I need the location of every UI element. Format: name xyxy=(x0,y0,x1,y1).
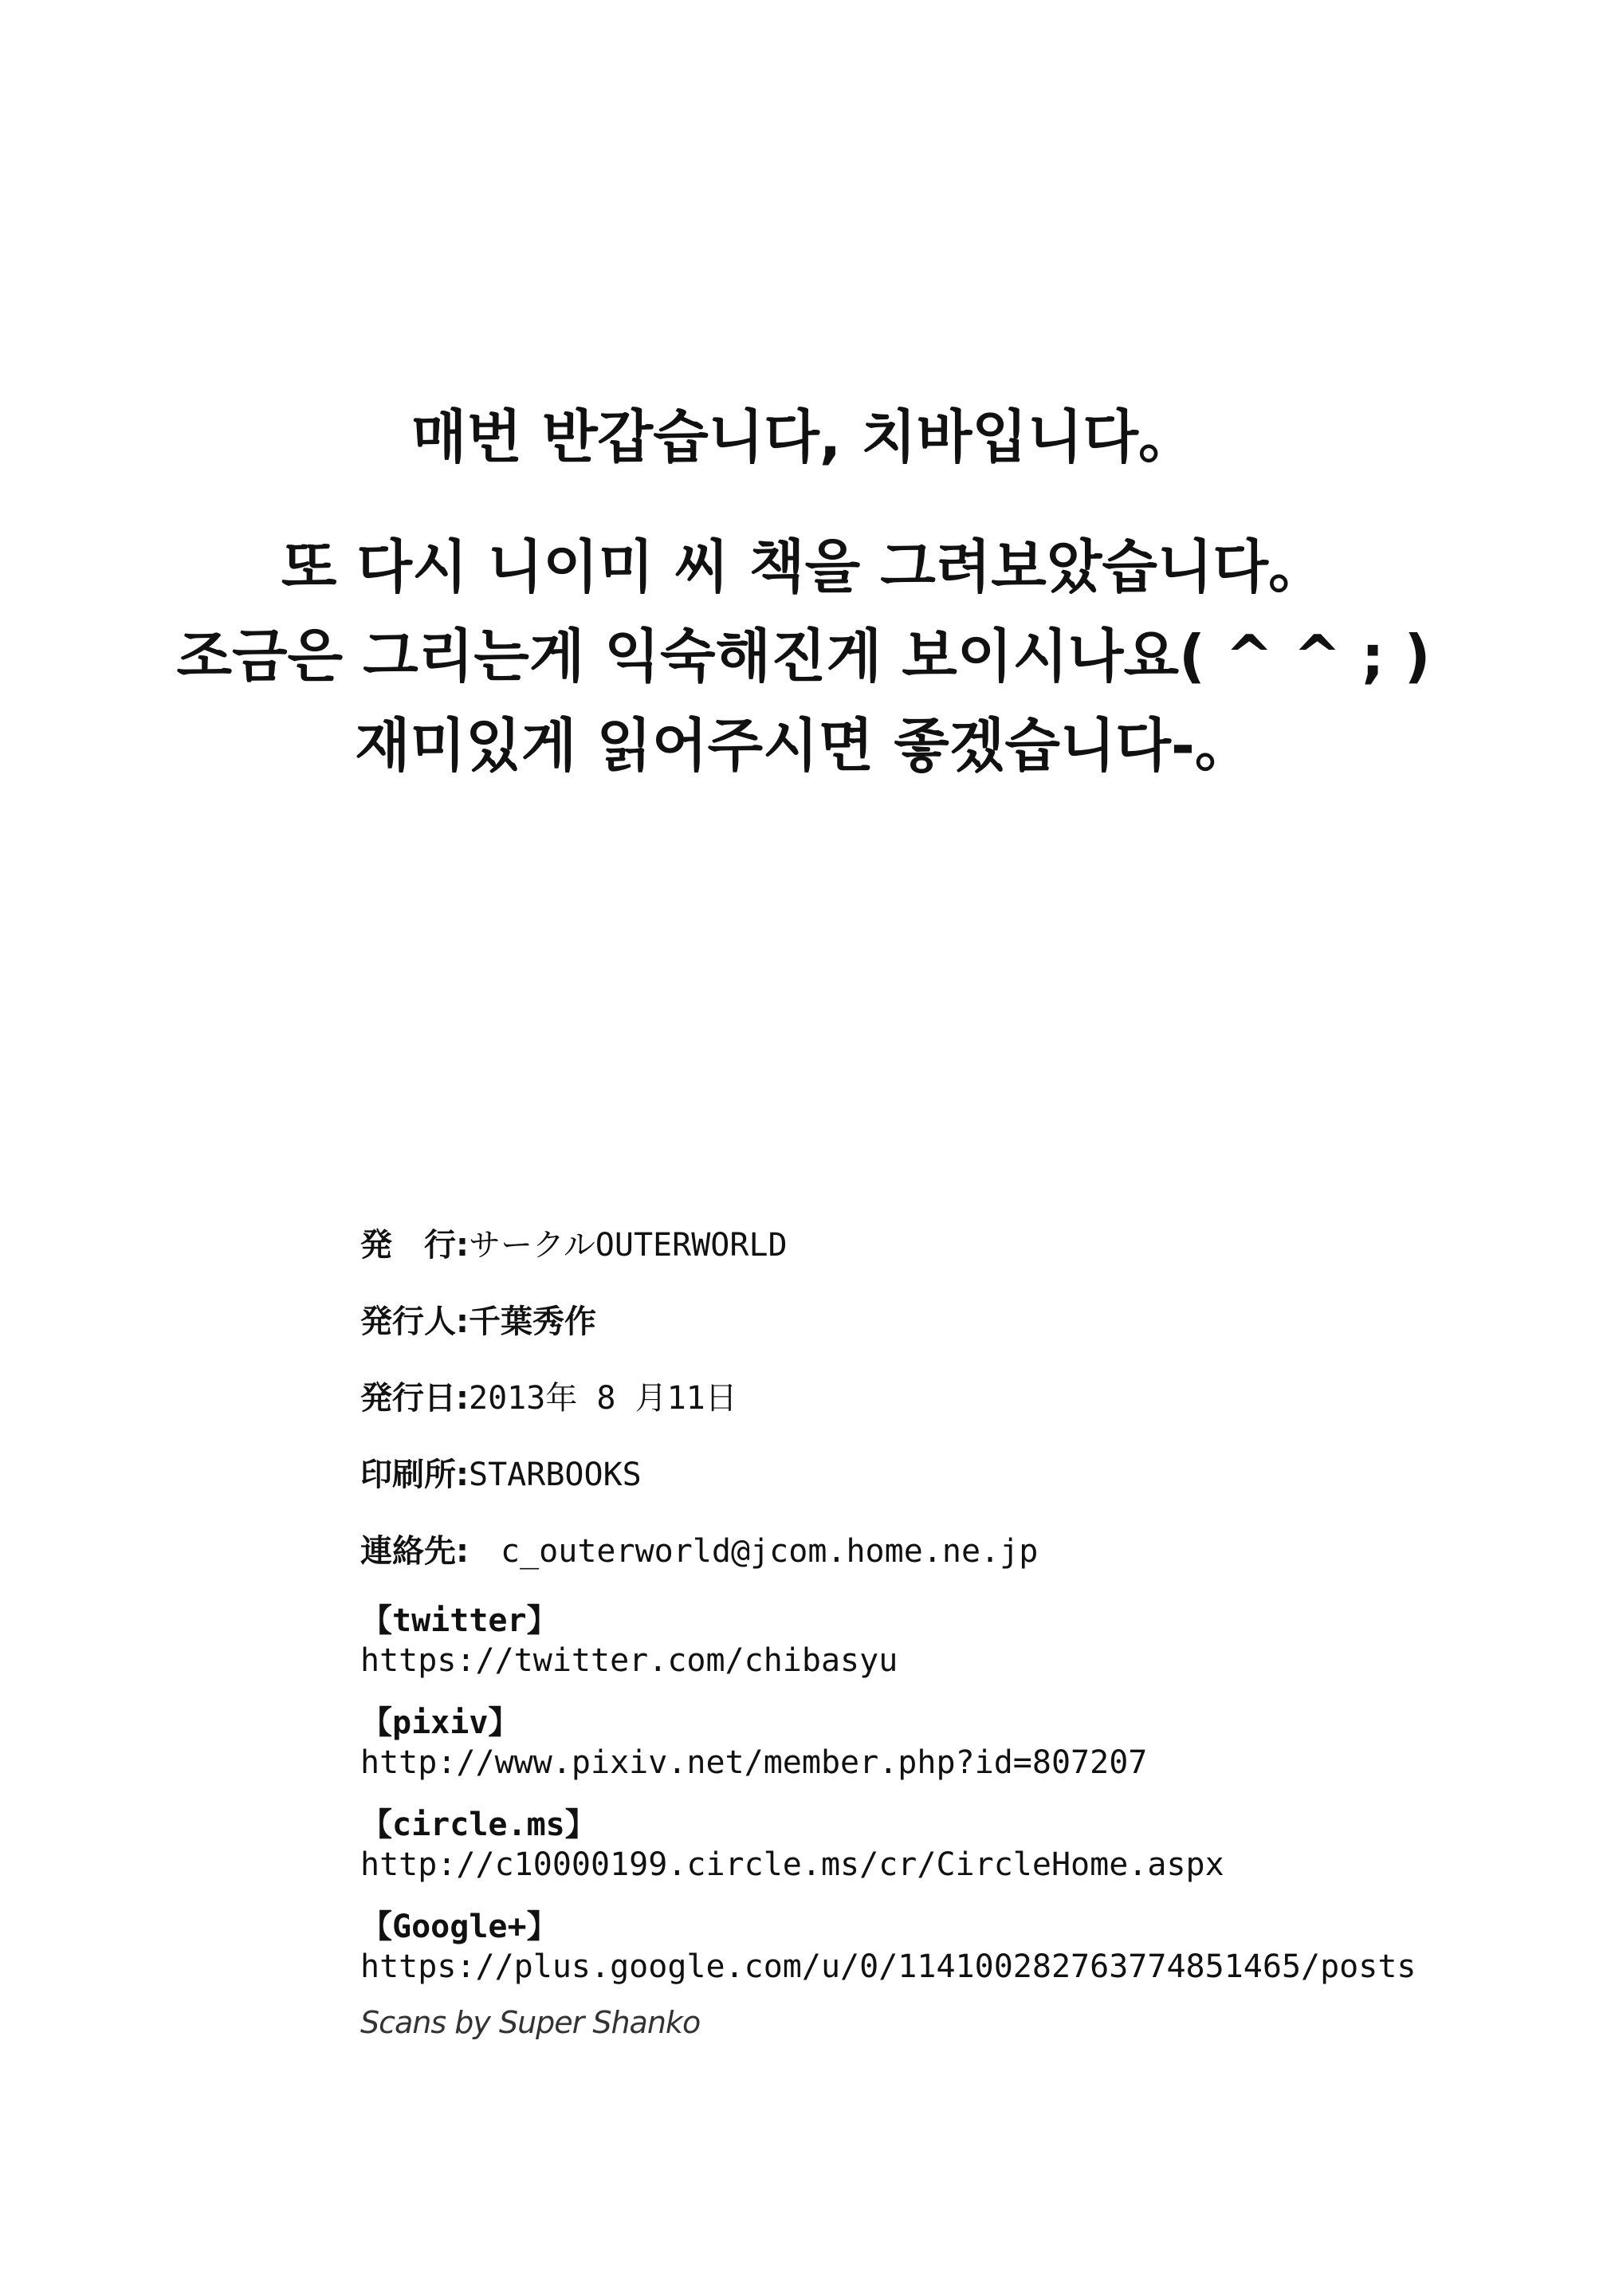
message-line-1: 또 다시 니이미 씨 책을 그려보았습니다。 xyxy=(281,533,1326,601)
google-plus-link-block xyxy=(360,1907,1416,1987)
pixiv-url[interactable]: http://www.pixiv.net/member.php?id=807207 xyxy=(360,1744,1148,1781)
date-value: 2013年 8 月11日 xyxy=(469,1380,737,1417)
scan-credit: Scans by Super Shanko xyxy=(360,2005,701,2040)
message-line-3: 재미있게 읽어주시면 좋겠습니다-。 xyxy=(355,712,1252,780)
message-line-2: 조금은 그리는게 익숙해진게 보이시나요( ^ ^ ; ) xyxy=(176,623,1431,690)
date-label: 発行日: xyxy=(360,1380,469,1417)
printer-label: 印刷所: xyxy=(360,1457,469,1493)
twitter-url[interactable]: https://twitter.com/chibasyu xyxy=(360,1642,898,1679)
printer-row xyxy=(360,1449,642,1495)
publisher-person-row xyxy=(360,1296,596,1342)
contact-value: c_outerworld@jcom.home.ne.jp xyxy=(501,1533,1039,1570)
pixiv-tag: 【pixiv】 xyxy=(360,1704,521,1741)
circle-ms-tag: 【circle.ms】 xyxy=(360,1807,597,1843)
google-plus-url[interactable]: https://plus.google.com/u/0/114100282763774851465/posts xyxy=(360,1948,1416,1985)
twitter-tag: 【twitter】 xyxy=(360,1602,559,1639)
greeting-line: 매번 반갑습니다, 치바입니다。 xyxy=(411,403,1196,470)
date-row xyxy=(360,1373,737,1418)
publisher-person-value: 千葉秀作 xyxy=(469,1303,596,1340)
contact-row xyxy=(360,1526,1038,1571)
pixiv-link-block xyxy=(360,1703,1147,1783)
publisher-person-label: 発行人: xyxy=(360,1303,469,1340)
publisher-label: 発 行: xyxy=(360,1227,469,1264)
publisher-row xyxy=(360,1220,788,1265)
afterword-message xyxy=(0,403,1607,790)
contact-label: 連絡先: xyxy=(360,1533,469,1570)
twitter-link-block xyxy=(360,1601,898,1681)
publisher-value: サークルOUTERWORLD xyxy=(469,1227,788,1264)
circle-ms-url[interactable]: http://c10000199.circle.ms/cr/CircleHome.aspx xyxy=(360,1846,1224,1883)
google-plus-tag: 【Google+】 xyxy=(360,1909,559,1945)
circle-ms-link-block xyxy=(360,1805,1224,1885)
printer-value: STARBOOKS xyxy=(469,1457,642,1493)
